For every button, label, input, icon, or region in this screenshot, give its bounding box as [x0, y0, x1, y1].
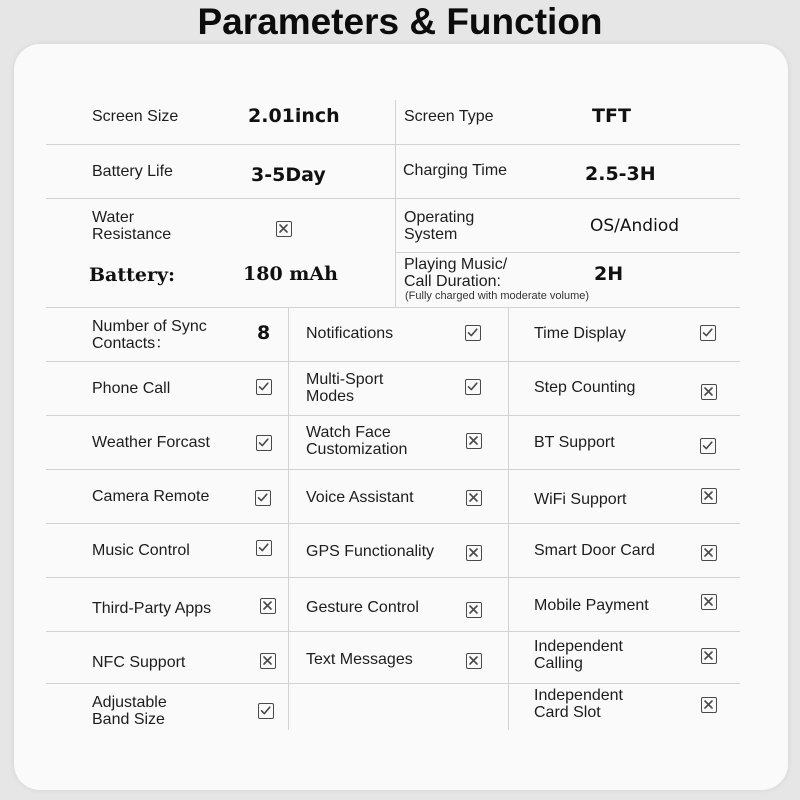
water-label-line1: Water	[92, 209, 135, 226]
operating-system-label	[404, 209, 474, 243]
check-icon	[466, 326, 479, 339]
cross-icon	[261, 654, 274, 667]
playing-music-value: 2H	[594, 263, 624, 285]
multi-sport-label	[306, 371, 383, 405]
gesture-control-label: Gesture Control	[306, 599, 419, 616]
sync-contacts-label	[92, 318, 207, 352]
independent-calling-line1: Independent	[534, 638, 623, 655]
mobile-payment-label: Mobile Payment	[534, 597, 649, 614]
music-control-status-icon	[256, 540, 272, 556]
water-label-line2: Resistance	[92, 226, 172, 243]
divider	[46, 683, 740, 684]
independent-calling-status-icon	[701, 648, 717, 664]
adjustable-band-label	[92, 694, 167, 728]
cross-icon	[702, 649, 715, 662]
cross-icon	[467, 546, 480, 559]
adjustable-band-status-icon	[258, 703, 274, 719]
third-party-status-icon	[260, 598, 276, 614]
screen-type-value: TFT	[592, 105, 631, 127]
step-counting-label: Step Counting	[534, 379, 636, 396]
playing-label-line2: Call Duration:	[404, 273, 501, 290]
watch-face-label	[306, 424, 407, 458]
screen-size-label: Screen Size	[92, 108, 179, 125]
check-icon	[257, 541, 270, 554]
notifications-label: Notifications	[306, 325, 394, 342]
phone-call-status-icon	[256, 379, 272, 395]
divider	[46, 469, 740, 470]
wifi-support-status-icon	[701, 488, 717, 504]
cross-icon	[467, 434, 480, 447]
wifi-support-label: WiFi Support	[534, 491, 627, 508]
check-icon	[257, 380, 270, 393]
text-messages-status-icon	[466, 653, 482, 669]
smart-door-card-status-icon	[701, 545, 717, 561]
water-resistance-label	[92, 209, 171, 243]
page-title: Parameters & Function	[197, 1, 603, 42]
adjustable-band-line1: Adjustable	[92, 694, 167, 711]
cross-icon	[261, 599, 274, 612]
cross-icon	[702, 698, 715, 711]
playing-music-note: (Fully charged with moderate volume)	[405, 290, 590, 302]
operating-system-value: OS/Andiod	[590, 216, 680, 236]
gps-status-icon	[466, 545, 482, 561]
music-control-label: Music Control	[92, 542, 190, 559]
screen-size-value: 2.01inch	[248, 105, 340, 127]
independent-card-line2: Card Slot	[534, 704, 601, 721]
cross-icon	[702, 546, 715, 559]
divider	[46, 577, 740, 578]
notifications-status-icon	[465, 325, 481, 341]
divider	[46, 307, 740, 308]
check-icon	[256, 491, 269, 504]
independent-calling-line2: Calling	[534, 655, 583, 672]
cross-icon	[467, 491, 480, 504]
charging-time-label: Charging Time	[403, 162, 508, 179]
cross-icon	[277, 222, 290, 235]
smart-door-card-label: Smart Door Card	[534, 542, 655, 559]
cross-icon	[702, 385, 715, 398]
battery-label: Battery:	[89, 264, 176, 286]
check-icon	[257, 436, 270, 449]
multi-sport-line1: Multi-Sport	[306, 371, 384, 388]
nfc-support-label: NFC Support	[92, 654, 186, 671]
third-party-apps-label: Third-Party Apps	[92, 600, 212, 617]
camera-remote-status-icon	[255, 490, 271, 506]
cross-icon	[702, 595, 715, 608]
mobile-payment-status-icon	[701, 594, 717, 610]
cross-icon	[467, 654, 480, 667]
text-messages-label: Text Messages	[306, 651, 413, 668]
spec-card	[14, 44, 788, 790]
bt-support-label: BT Support	[534, 434, 615, 451]
step-counting-status-icon	[701, 384, 717, 400]
gesture-control-status-icon	[466, 602, 482, 618]
divider	[46, 144, 740, 145]
time-display-status-icon	[700, 325, 716, 341]
check-icon	[466, 380, 479, 393]
multi-sport-line2: Modes	[306, 388, 355, 405]
sync-label-line2: Contacts：	[92, 335, 172, 352]
gps-label: GPS Functionality	[306, 543, 435, 560]
independent-card-label	[534, 687, 623, 721]
divider	[395, 100, 396, 307]
multi-sport-status-icon	[465, 379, 481, 395]
adjustable-band-line2: Band Size	[92, 711, 165, 728]
independent-card-status-icon	[701, 697, 717, 713]
independent-card-line1: Independent	[534, 687, 623, 704]
cross-icon	[467, 603, 480, 616]
camera-remote-label: Camera Remote	[92, 488, 210, 505]
independent-calling-label	[534, 638, 623, 672]
nfc-support-status-icon	[260, 653, 276, 669]
weather-forecast-label: Weather Forcast	[92, 434, 210, 451]
time-display-label: Time Display	[534, 325, 626, 342]
phone-call-label: Phone Call	[92, 380, 171, 397]
divider	[396, 252, 740, 253]
divider	[288, 307, 289, 730]
charging-time-value: 2.5-3H	[585, 163, 656, 185]
divider	[46, 198, 740, 199]
sync-contacts-value: 8	[257, 322, 271, 344]
playing-music-label	[404, 256, 507, 290]
cross-icon	[702, 489, 715, 502]
divider	[46, 361, 740, 362]
os-label-line2: System	[404, 226, 458, 243]
watch-face-status-icon	[466, 433, 482, 449]
watch-face-line2: Customization	[306, 441, 408, 458]
battery-value: 180 mAh	[243, 263, 338, 285]
voice-assistant-status-icon	[466, 490, 482, 506]
divider	[46, 631, 740, 632]
check-icon	[701, 326, 714, 339]
battery-life-label: Battery Life	[92, 163, 173, 180]
divider	[508, 307, 509, 730]
bt-support-status-icon	[700, 438, 716, 454]
water-resistance-status-icon	[276, 221, 292, 237]
screen-type-label: Screen Type	[404, 108, 494, 125]
check-icon	[701, 439, 714, 452]
divider	[46, 415, 740, 416]
voice-assistant-label: Voice Assistant	[306, 489, 414, 506]
sync-label-line1: Number of Sync	[92, 318, 207, 335]
weather-status-icon	[256, 435, 272, 451]
os-label-line1: Operating	[404, 209, 475, 226]
playing-label-line1: Playing Music/	[404, 256, 508, 273]
watch-face-line1: Watch Face	[306, 424, 391, 441]
check-icon	[259, 704, 272, 717]
divider	[46, 523, 740, 524]
battery-life-value: 3-5Day	[251, 164, 326, 186]
